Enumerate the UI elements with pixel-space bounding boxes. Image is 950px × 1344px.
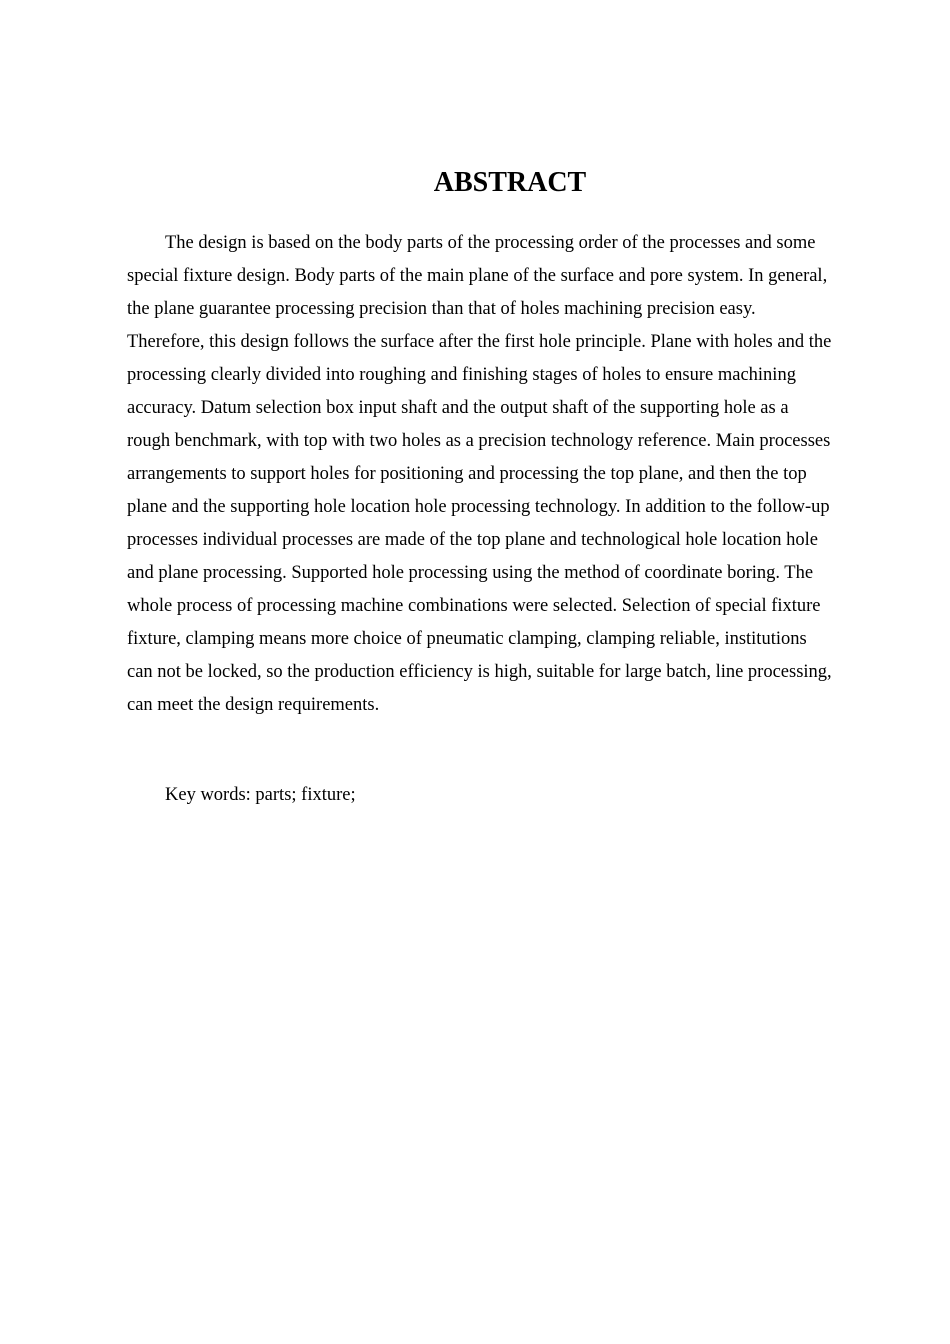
keywords-line: Key words: parts; fixture; bbox=[165, 785, 356, 805]
abstract-title: ABSTRACT bbox=[433, 167, 587, 198]
abstract-paragraph: The design is based on the body parts of the processing order of the processes and some special fixture design. Body parts of the main plane of the surface and pore system. In general, the plane guarantee processing precision than that of holes machining precision easy. Therefore, this design follows the surface after the first hole principle. Plane with holes and the processing clearly divided into roughing and finishing stages of holes to ensure machining accuracy. Datum selection box input shaft and the output shaft of the supporting hole as a rough benchmark, with top with two holes as a precision technology reference. Main processes arrangements to support holes for positioning and processing the top plane, and then the top plane and the supporting hole location hole processing technology. In addition to the follow-up processes individual processes are made of the top plane and technological hole location hole and plane processing. Supported hole processing using the method of coordinate boring. The whole process of processing machine combinations were selected. Selection of special fixture fixture, clamping means more choice of pneumatic clamping, clamping reliable, institutions can not be locked, so the production efficiency is high, suitable for large batch, line processing, can meet the design requirements. bbox=[127, 233, 832, 715]
